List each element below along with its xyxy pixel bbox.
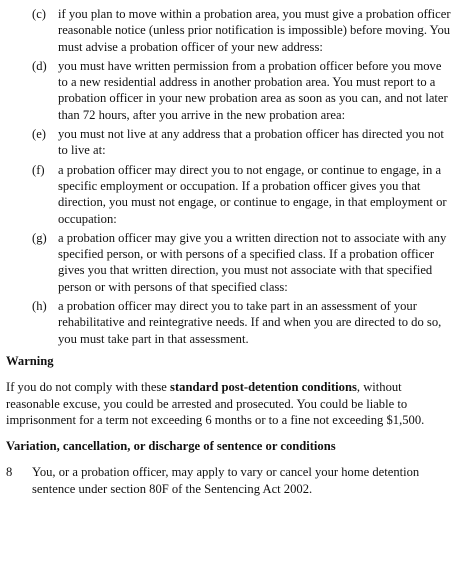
warning-text-before: If you do not comply with these [6,380,171,395]
condition-text: a probation officer may direct you to take part in an assessment of your rehabilitative and reintegrative needs. If and when you are directed to do so, you must take part in that assessment. [58,299,442,346]
condition-label: (f) [32,162,45,177]
clause-8 [6,464,452,497]
variation-heading: Variation, cancellation, or discharge of sentence or conditions [6,439,336,454]
condition-text: you must have written permission from a probation officer before you move to a new residential address in another probation area. You must report to a probation officer in your new probation area as soon as you can, and not later than 72 hours, after you arrive in the new probation area: [58,58,448,122]
condition-item-g [6,230,452,295]
warning-text-after: , without reasonable excuse, you could be arrested and prosecuted. You could be liable to imprisonment for a term not exceeding 6 months or to a fine not exceeding $1,500. [6,380,425,427]
condition-text: a probation officer may give you a written direction not to associate with any specified person, or with persons of a specified class. If a probation officer gives you that written direction, you must not associate with that specified person or with persons of that specified class: [58,230,447,294]
warning-paragraph [6,379,452,428]
condition-label: (h) [32,299,47,314]
condition-text: if you plan to move within a probation area, you must give a probation officer reasonable notice (unless prior notification is impossible) before moving. You must advise a probation officer of your new address: [58,7,451,54]
condition-label: (d) [32,58,47,73]
condition-label: (e) [32,127,46,142]
conditions-list [6,6,452,347]
condition-text: you must not live at any address that a probation officer has directed you not to live at: [58,127,444,158]
condition-label: (c) [32,7,46,21]
condition-item-h [6,298,452,347]
condition-label: (g) [32,230,47,245]
clause-text: You, or a probation officer, may apply to vary or cancel your home detention sentence under section 80F of the Sentencing Act 2002. [32,465,420,496]
warning-heading: Warning [6,353,54,368]
condition-item-c [6,6,452,55]
condition-item-d [6,58,452,123]
condition-item-e [6,126,452,159]
condition-text: a probation officer may direct you to not engage, or continue to engage, in a specific employment or occupation. If a probation officer gives you that direction, you must not engage, or continue to engage, in that employment or occupation: [58,162,447,226]
condition-item-f [6,162,452,227]
clause-number: 8 [6,465,13,480]
warning-text-bold: standard post-detention conditions [170,380,357,395]
